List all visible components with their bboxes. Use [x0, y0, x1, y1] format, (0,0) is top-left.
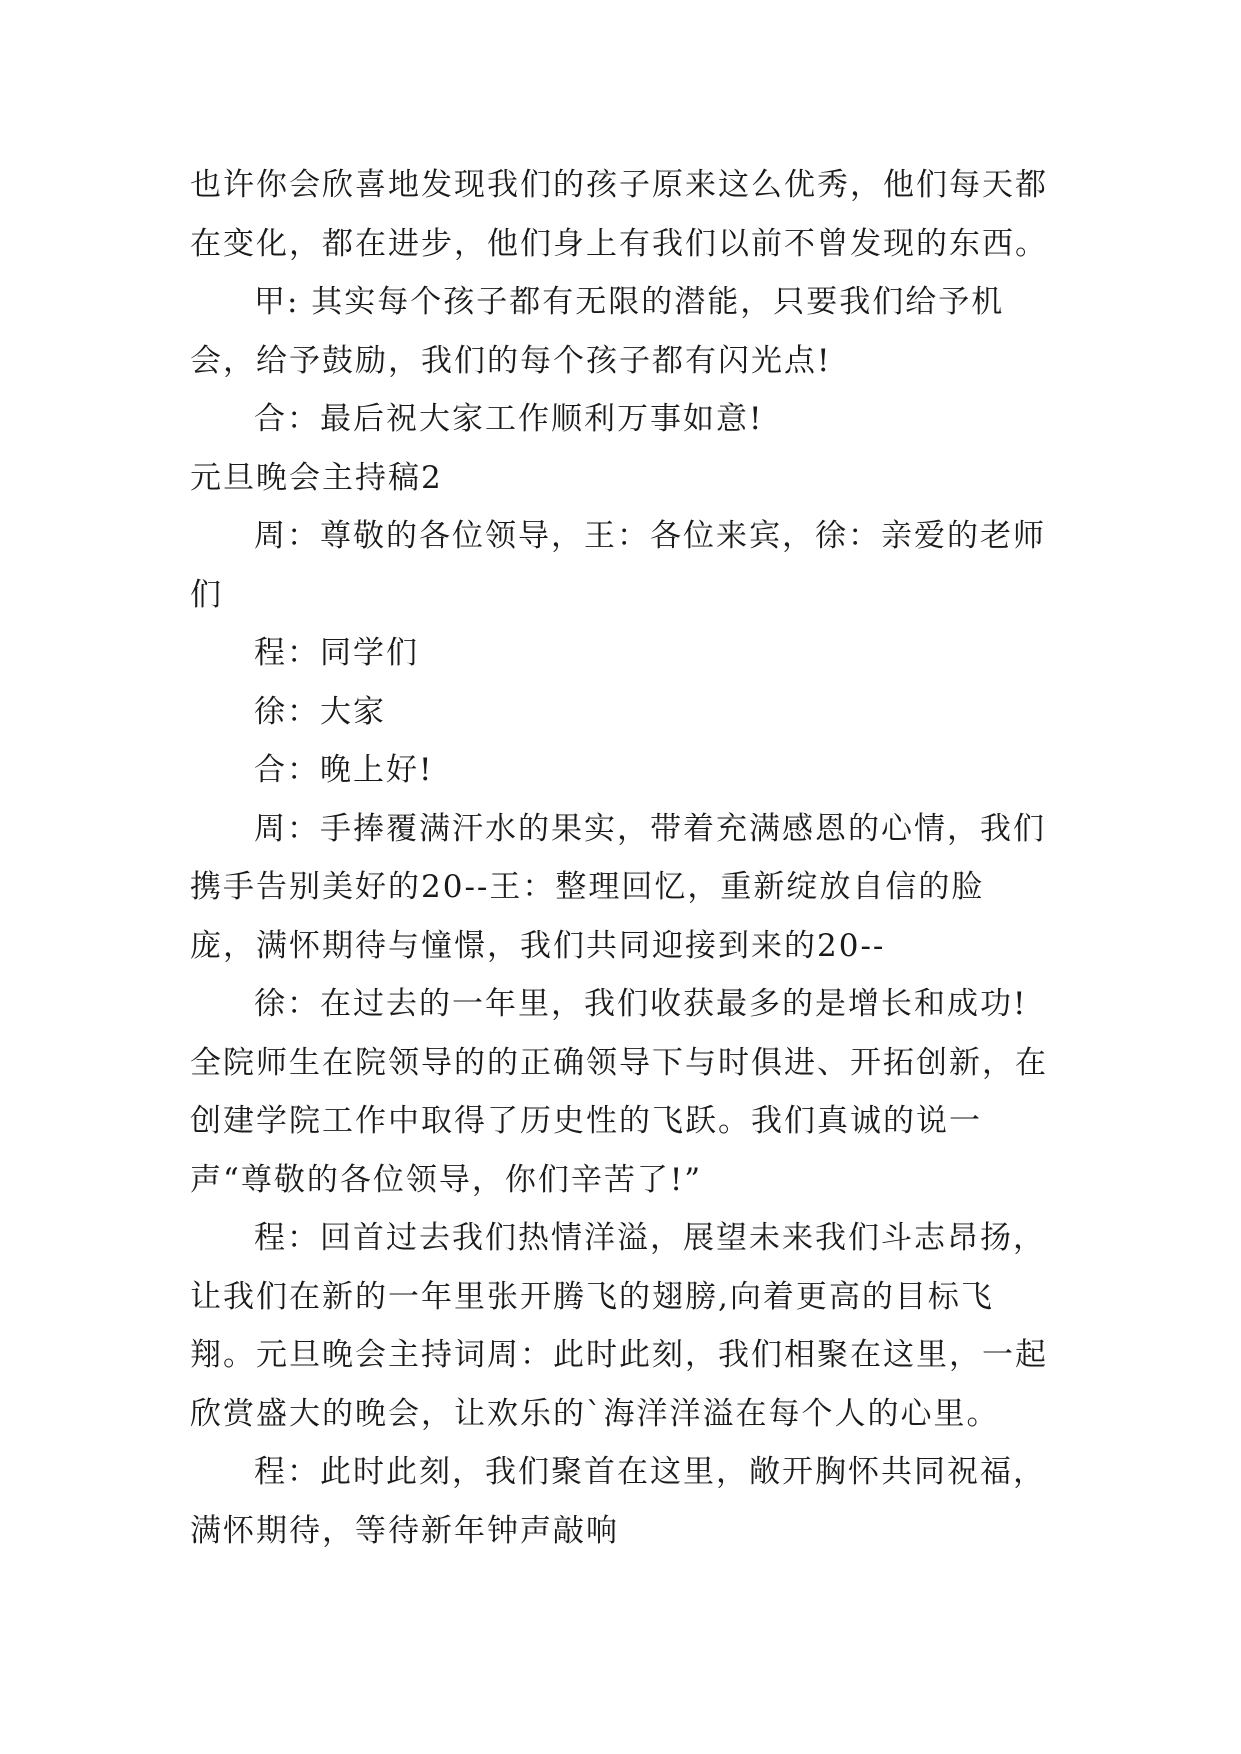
paragraph: 程：回首过去我们热情洋溢，展望未来我们斗志昂扬，让我们在新的一年里张开腾飞的翅膀,向着更高的目标飞翔。元旦晚会主持词周：此时此刻，我们相聚在这里，一起欣赏盛大的晚会，让欢乐的`海洋洋溢在每个人的心里。 — [190, 1220, 1048, 1432]
document-body — [190, 156, 1050, 1560]
paragraph: 周：手捧覆满汗水的果实，带着充满感恩的心情，我们携手告别美好的20--王：整理回忆，重新绽放自信的脸庞，满怀期待与憧憬，我们共同迎接到来的20-- — [190, 810, 1046, 964]
paragraph: 徐：在过去的一年里，我们收获最多的是增长和成功!全院师生在院领导的的正确领导下与时俱进、开拓创新，在创建学院工作中取得了历史性的飞跃。我们真诚的说一声“尊敬的各位领导，你们辛苦了!” — [190, 986, 1048, 1198]
paragraph: 甲: 其实每个孩子都有无限的潜能，只要我们给予机会，给予鼓励，我们的每个孩子都有闪光点! — [190, 284, 1005, 379]
paragraph: 也许你会欣喜地发现我们的孩子原来这么优秀，他们每天都在变化，都在进步，他们身上有我们以前不曾发现的东西。 — [190, 167, 1048, 262]
paragraph: 合：晚上好! — [254, 752, 434, 788]
section-heading: 元旦晚会主持稿2 — [190, 459, 443, 496]
paragraph: 合：最后祝大家工作顺利万事如意! — [254, 401, 764, 437]
paragraph: 程：同学们 — [254, 635, 419, 671]
paragraph: 徐：大家 — [254, 693, 386, 730]
paragraph: 程：此时此刻，我们聚首在这里，敞开胸怀共同祝福，满怀期待，等待新年钟声敲响 — [190, 1454, 1046, 1549]
paragraph: 周：尊敬的各位领导，王：各位来宾，徐：亲爱的老师们 — [190, 518, 1046, 613]
